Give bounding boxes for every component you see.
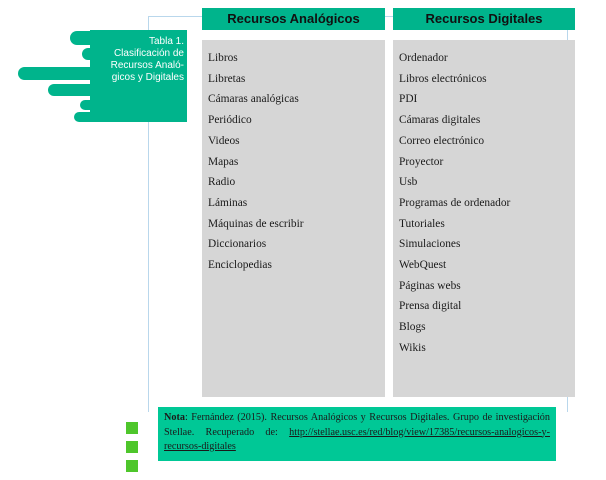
- list-item: Programas de ordenador: [399, 196, 511, 209]
- list-item: Mapas: [208, 155, 239, 168]
- list-item: Periódico: [208, 114, 252, 127]
- list-item: Diccionarios: [208, 238, 267, 251]
- list-item: Tutoriales: [399, 217, 445, 230]
- list-item: Máquinas de escribir: [208, 217, 304, 230]
- list-item: Wikis: [399, 341, 426, 354]
- digital-resource-list: [393, 40, 575, 359]
- list-item: Videos: [208, 134, 240, 147]
- list-item: WebQuest: [399, 259, 447, 272]
- source-link[interactable]: http://stellae.usc.es/red/blog/view/17385/recursos-analogicos-y-recursos-digitales: [164, 426, 550, 452]
- list-item: Libros electrónicos: [399, 72, 487, 85]
- list-item: Páginas webs: [399, 279, 461, 292]
- list-item: PDI: [399, 93, 418, 106]
- table-label-line: Clasificación de: [113, 48, 184, 59]
- list-item: Proyector: [399, 155, 444, 168]
- decorative-square-1: [126, 422, 138, 434]
- column-body-digital: [393, 40, 575, 397]
- table-label-line: Tabla 1.: [148, 36, 184, 47]
- column-header-analog: Recursos Analógicos: [202, 8, 385, 30]
- list-item: Radio: [208, 176, 236, 189]
- list-item: Usb: [399, 176, 418, 189]
- list-item: Enciclopedias: [208, 259, 272, 272]
- list-item: Ordenador: [399, 52, 448, 64]
- source-note: [158, 407, 556, 461]
- list-item: Correo electrónico: [399, 134, 485, 147]
- note-text: : Fernández (2015). Recursos Analógicos y Recursos Digitales. Grupo de investigación Stellae. Recuperado de:: [164, 412, 550, 438]
- decorative-square-2: [126, 441, 138, 453]
- decorative-square-3: [126, 460, 138, 472]
- table-label: [98, 36, 184, 84]
- list-item: Blogs: [399, 321, 426, 334]
- list-item: Cámaras digitales: [399, 114, 481, 127]
- column-header-digital: Recursos Digitales: [393, 8, 575, 30]
- table-label-line: gicos y Digitales: [111, 72, 184, 83]
- list-item: Láminas: [208, 196, 248, 209]
- analog-resource-list: [202, 40, 385, 276]
- column-body-analog: [202, 40, 385, 397]
- list-item: Cámaras analógicas: [208, 93, 299, 106]
- list-item: Prensa digital: [399, 300, 462, 313]
- list-item: Libros: [208, 52, 238, 64]
- note-label: Nota: [164, 412, 185, 423]
- list-item: Simulaciones: [399, 238, 461, 251]
- table-label-line: Recursos Analó-: [110, 60, 184, 71]
- list-item: Libretas: [208, 72, 246, 85]
